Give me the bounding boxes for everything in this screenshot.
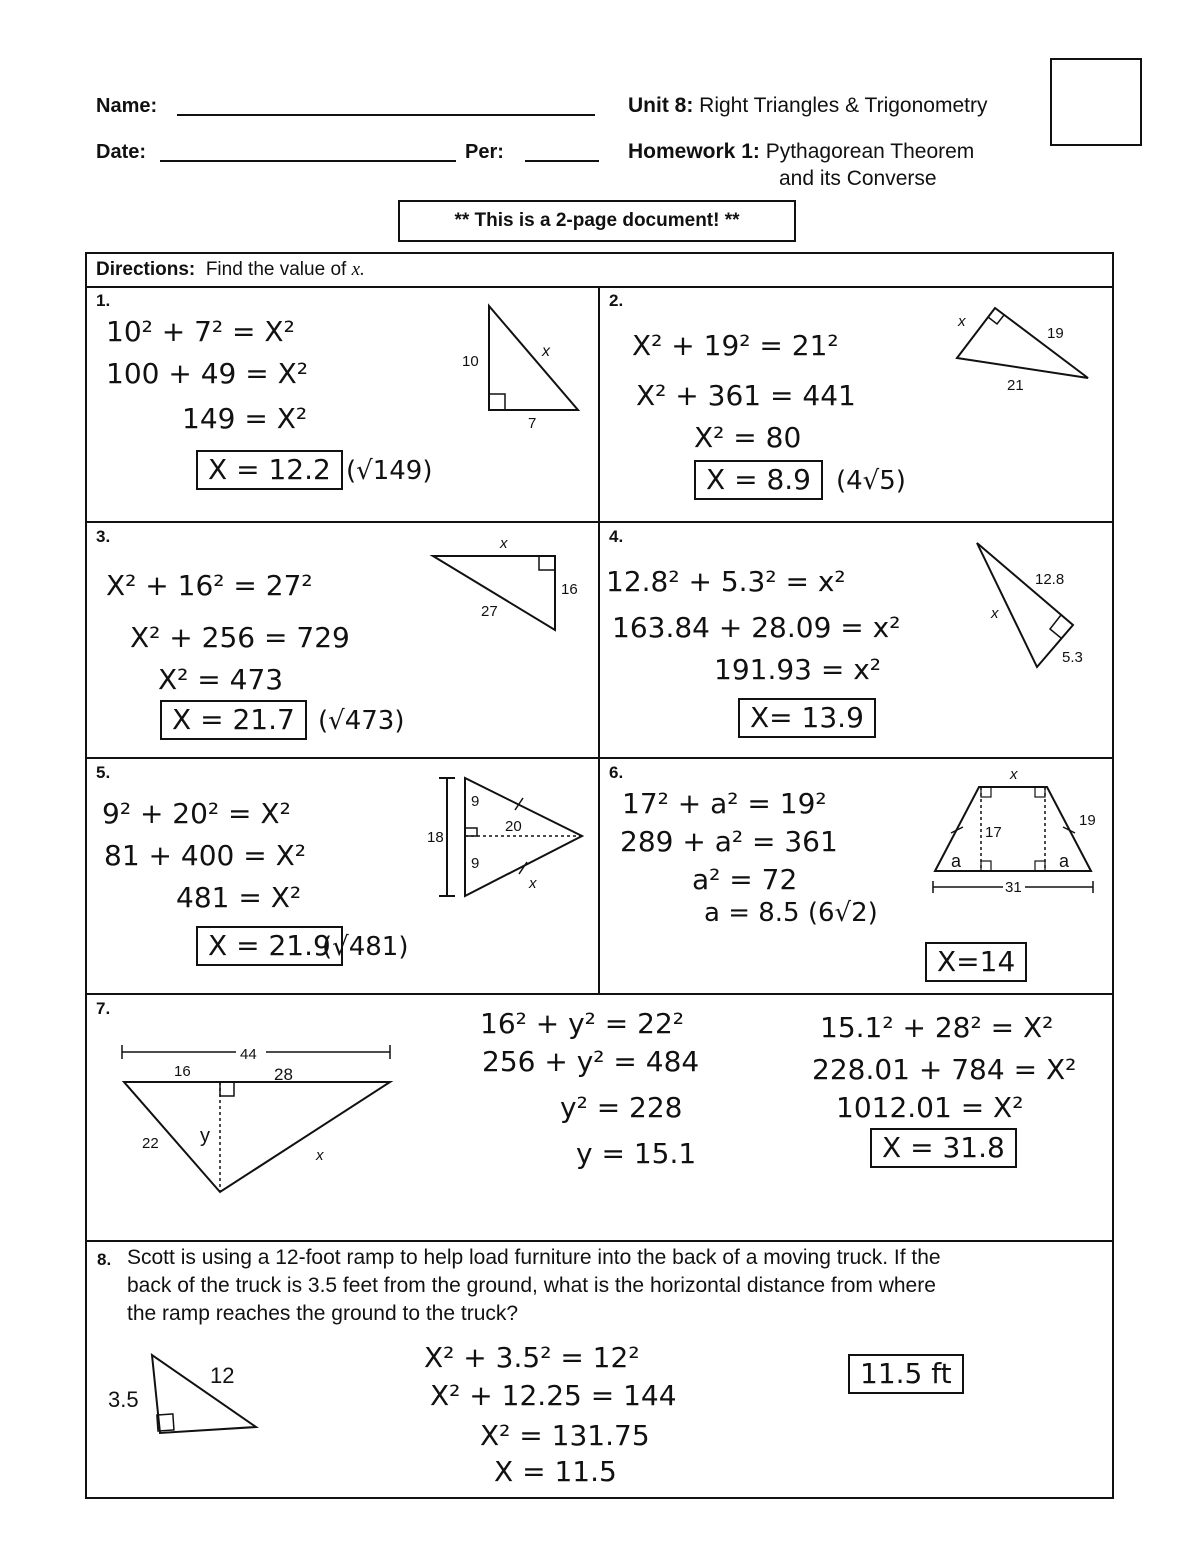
triangle-diagram: [425, 530, 585, 640]
homework-heading: Homework 1: Pythagorean Theorem: [628, 140, 975, 163]
ramp-label: 12: [210, 1363, 235, 1388]
trapezoid-diagram: [925, 765, 1105, 900]
ramp-diagram: [100, 1345, 270, 1445]
answer-box: X = 12.2: [196, 450, 343, 490]
period-field[interactable]: [525, 160, 599, 162]
work-line: X² + 19² = 21²: [632, 329, 839, 362]
answer-box: X=14: [925, 942, 1027, 982]
two-page-notice: ** This is a 2-page document! **: [398, 200, 796, 242]
work-line: 149 = X²: [182, 402, 308, 435]
a-label: a: [1059, 851, 1070, 871]
x-label: x: [958, 313, 966, 330]
triangle-diagram: [945, 300, 1100, 395]
unit-heading: Unit 8: Right Triangles & Trigonometry: [628, 94, 988, 117]
work-line: y² = 228: [560, 1091, 683, 1124]
segment-label: 16: [174, 1063, 191, 1080]
answer-note: (√149): [346, 456, 433, 486]
problem-number: 7.: [96, 999, 111, 1018]
x-label: x: [542, 343, 550, 360]
height-label: 17: [985, 824, 1002, 841]
answer-box: X = 21.7: [160, 700, 307, 740]
work-line: X² = 131.75: [480, 1419, 650, 1452]
answer-box: 11.5 ft: [848, 1354, 964, 1394]
work-line: X² = 473: [158, 663, 284, 696]
triangle-diagram: [965, 535, 1095, 675]
work-line: 163.84 + 28.09 = x²: [612, 611, 901, 644]
problem-number: 2.: [609, 291, 624, 310]
work-line: X² + 3.5² = 12²: [424, 1341, 640, 1374]
divider: [598, 286, 600, 994]
height-label: 3.5: [108, 1387, 139, 1412]
work-line: 17² + a² = 19²: [622, 787, 827, 820]
a-label: a: [951, 851, 962, 871]
leg-label: 7: [528, 415, 537, 432]
work-line: 228.01 + 784 = X²: [812, 1053, 1077, 1086]
triangle-diagram: [425, 770, 595, 905]
work-line: 81 + 400 = X²: [104, 839, 307, 872]
x-label: x: [991, 605, 999, 622]
segment-label: 28: [274, 1065, 293, 1084]
work-line: 100 + 49 = X²: [106, 357, 309, 390]
question-text: Scott is using a 12-foot ramp to help load furniture into the back of a moving truck. If the back of the truck is 3.5 feet from the ground, what is the horizontal distance from where the ramp reaches the ground to the truck?: [127, 1246, 941, 1325]
work-line: a² = 72: [692, 863, 798, 896]
work-line: X = 11.5: [494, 1455, 617, 1488]
x-label: x: [1010, 766, 1018, 783]
work-line: y = 15.1: [576, 1137, 697, 1170]
leg-label: 10: [462, 353, 479, 370]
midline-label: 20: [505, 818, 522, 835]
problem-number: 5.: [96, 763, 111, 782]
answer-box: X= 13.9: [738, 698, 876, 738]
work-line: 256 + y² = 484: [482, 1045, 700, 1078]
score-box[interactable]: [1050, 58, 1142, 146]
side-label: 19: [1079, 812, 1096, 829]
hyp-label: 21: [1007, 377, 1024, 394]
leg-label: 16: [561, 581, 578, 598]
work-line: X² + 361 = 441: [636, 379, 856, 412]
segment-label: 9: [471, 793, 480, 810]
problem-number: 8.: [97, 1250, 112, 1269]
total-label: 44: [240, 1046, 257, 1063]
date-field[interactable]: [160, 160, 456, 162]
answer-box: X = 8.9: [694, 460, 823, 500]
base-label: 31: [1005, 879, 1022, 896]
leg-label: 19: [1047, 325, 1064, 342]
work-line: 10² + 7² = X²: [106, 315, 295, 348]
hyp-label: 27: [481, 603, 498, 620]
work-line: 12.8² + 5.3² = x²: [606, 565, 846, 598]
answer-box: X = 31.8: [870, 1128, 1017, 1168]
date-label: Date:: [96, 141, 147, 163]
segment-label: 9: [471, 855, 480, 872]
problem-number: 6.: [609, 763, 624, 782]
leg-label: 12.8: [1035, 571, 1065, 588]
answer-note: (√473): [318, 706, 405, 736]
answer-box: X = 21.9: [196, 926, 343, 966]
directions: Directions: Find the value of x.: [96, 259, 365, 280]
problem-number: 1.: [96, 291, 111, 310]
name-label: Name:: [96, 95, 158, 117]
work-line: 289 + a² = 361: [620, 825, 838, 858]
problem-number: 4.: [609, 527, 624, 546]
y-label: y: [200, 1125, 210, 1147]
side-label: 22: [142, 1135, 159, 1152]
work-line: 481 = X²: [176, 881, 302, 914]
work-line: 1012.01 = X²: [836, 1091, 1024, 1124]
triangle-diagram: [450, 296, 590, 436]
work-line: 15.1² + 28² = X²: [820, 1011, 1054, 1044]
name-field[interactable]: [177, 114, 595, 116]
x-label: x: [316, 1147, 324, 1164]
work-line: X² + 12.25 = 144: [430, 1379, 677, 1412]
divider: [85, 1240, 1112, 1242]
work-line: 9² + 20² = X²: [102, 797, 291, 830]
answer-note: (√481): [322, 932, 409, 962]
work-line: 191.93 = x²: [714, 653, 882, 686]
period-label: Per:: [465, 141, 504, 163]
work-line: X² + 256 = 729: [130, 621, 350, 654]
x-label: x: [500, 535, 508, 552]
work-line: 16² + y² = 22²: [480, 1007, 685, 1040]
work-line: X² + 16² = 27²: [106, 569, 313, 602]
problem-number: 3.: [96, 527, 111, 546]
work-line: X² = 80: [694, 421, 802, 454]
total-label: 18: [427, 829, 444, 846]
work-line: a = 8.5 (6√2): [704, 898, 878, 928]
triangle-diagram: [110, 1040, 410, 1200]
leg-label: 5.3: [1062, 649, 1083, 666]
homework-subtitle: and its Converse: [779, 167, 937, 190]
x-label: x: [529, 875, 537, 892]
answer-note: (4√5): [836, 466, 906, 496]
